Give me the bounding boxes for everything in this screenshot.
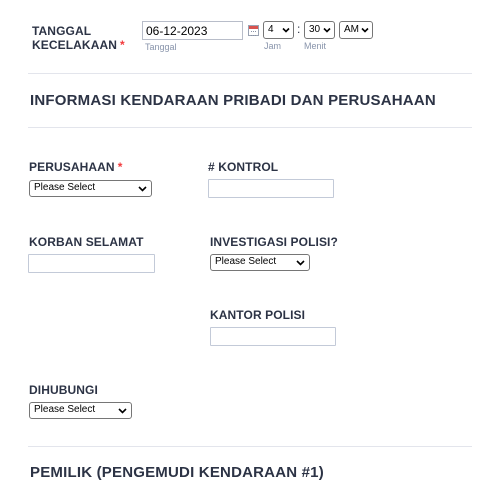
chevron-down-icon [281,24,291,36]
hour-sublabel: Jam [264,41,282,51]
contacted-select[interactable] [29,402,132,419]
control-number-input[interactable] [208,179,334,198]
police-office-input[interactable] [210,327,336,346]
date-input-value: 06-12-2023 [146,24,208,38]
police-investigation-select[interactable] [210,254,310,271]
police-investigation-select-value: Please Select [215,256,277,267]
contacted-select-value: Please Select [34,404,96,415]
required-mark: * [120,38,125,52]
divider [28,73,472,74]
accident-date-label-line1: TANGGAL [32,24,92,38]
divider [28,127,472,128]
chevron-down-icon [322,24,332,36]
company-select-value: Please Select [34,182,96,193]
survivors-label: KORBAN SELAMAT [29,235,144,249]
police-office-label: KANTOR POLISI [210,308,306,322]
company-label-text: PERUSAHAAN [29,160,115,174]
required-mark: * [117,160,123,174]
hour-select[interactable] [263,21,294,39]
ampm-select[interactable] [339,21,373,39]
company-label [29,160,122,174]
company-select[interactable] [29,180,152,197]
calendar-icon[interactable] [248,25,259,36]
accident-date-label-line2: KECELAKAAN [32,38,117,52]
chevron-down-icon [137,182,148,195]
contacted-label: DIHUBUNGI [29,383,98,397]
survivors-input[interactable] [28,254,155,273]
control-number-label: # KONTROL [208,160,279,174]
police-investigation-label: INVESTIGASI POLISI? [210,235,338,249]
time-separator: : [297,22,301,36]
date-sublabel: Tanggal [145,42,177,52]
section-heading-vehicle: INFORMASI KENDARAAN PRIBADI DAN PERUSAHAAN [30,92,436,109]
divider [28,446,472,447]
minute-select[interactable] [304,21,335,39]
chevron-down-icon [360,24,370,36]
chevron-down-icon [117,404,128,417]
chevron-down-icon [295,256,306,269]
section-heading-owner: PEMILIK (PENGEMUDI KENDARAAN #1) [30,464,324,481]
minute-select-value: 30 [309,24,321,35]
minute-sublabel: Menit [304,41,327,51]
hour-select-value: 4 [268,24,274,35]
accident-date-label [32,24,142,52]
date-input[interactable] [142,21,243,40]
ampm-select-value: AM [344,24,359,35]
